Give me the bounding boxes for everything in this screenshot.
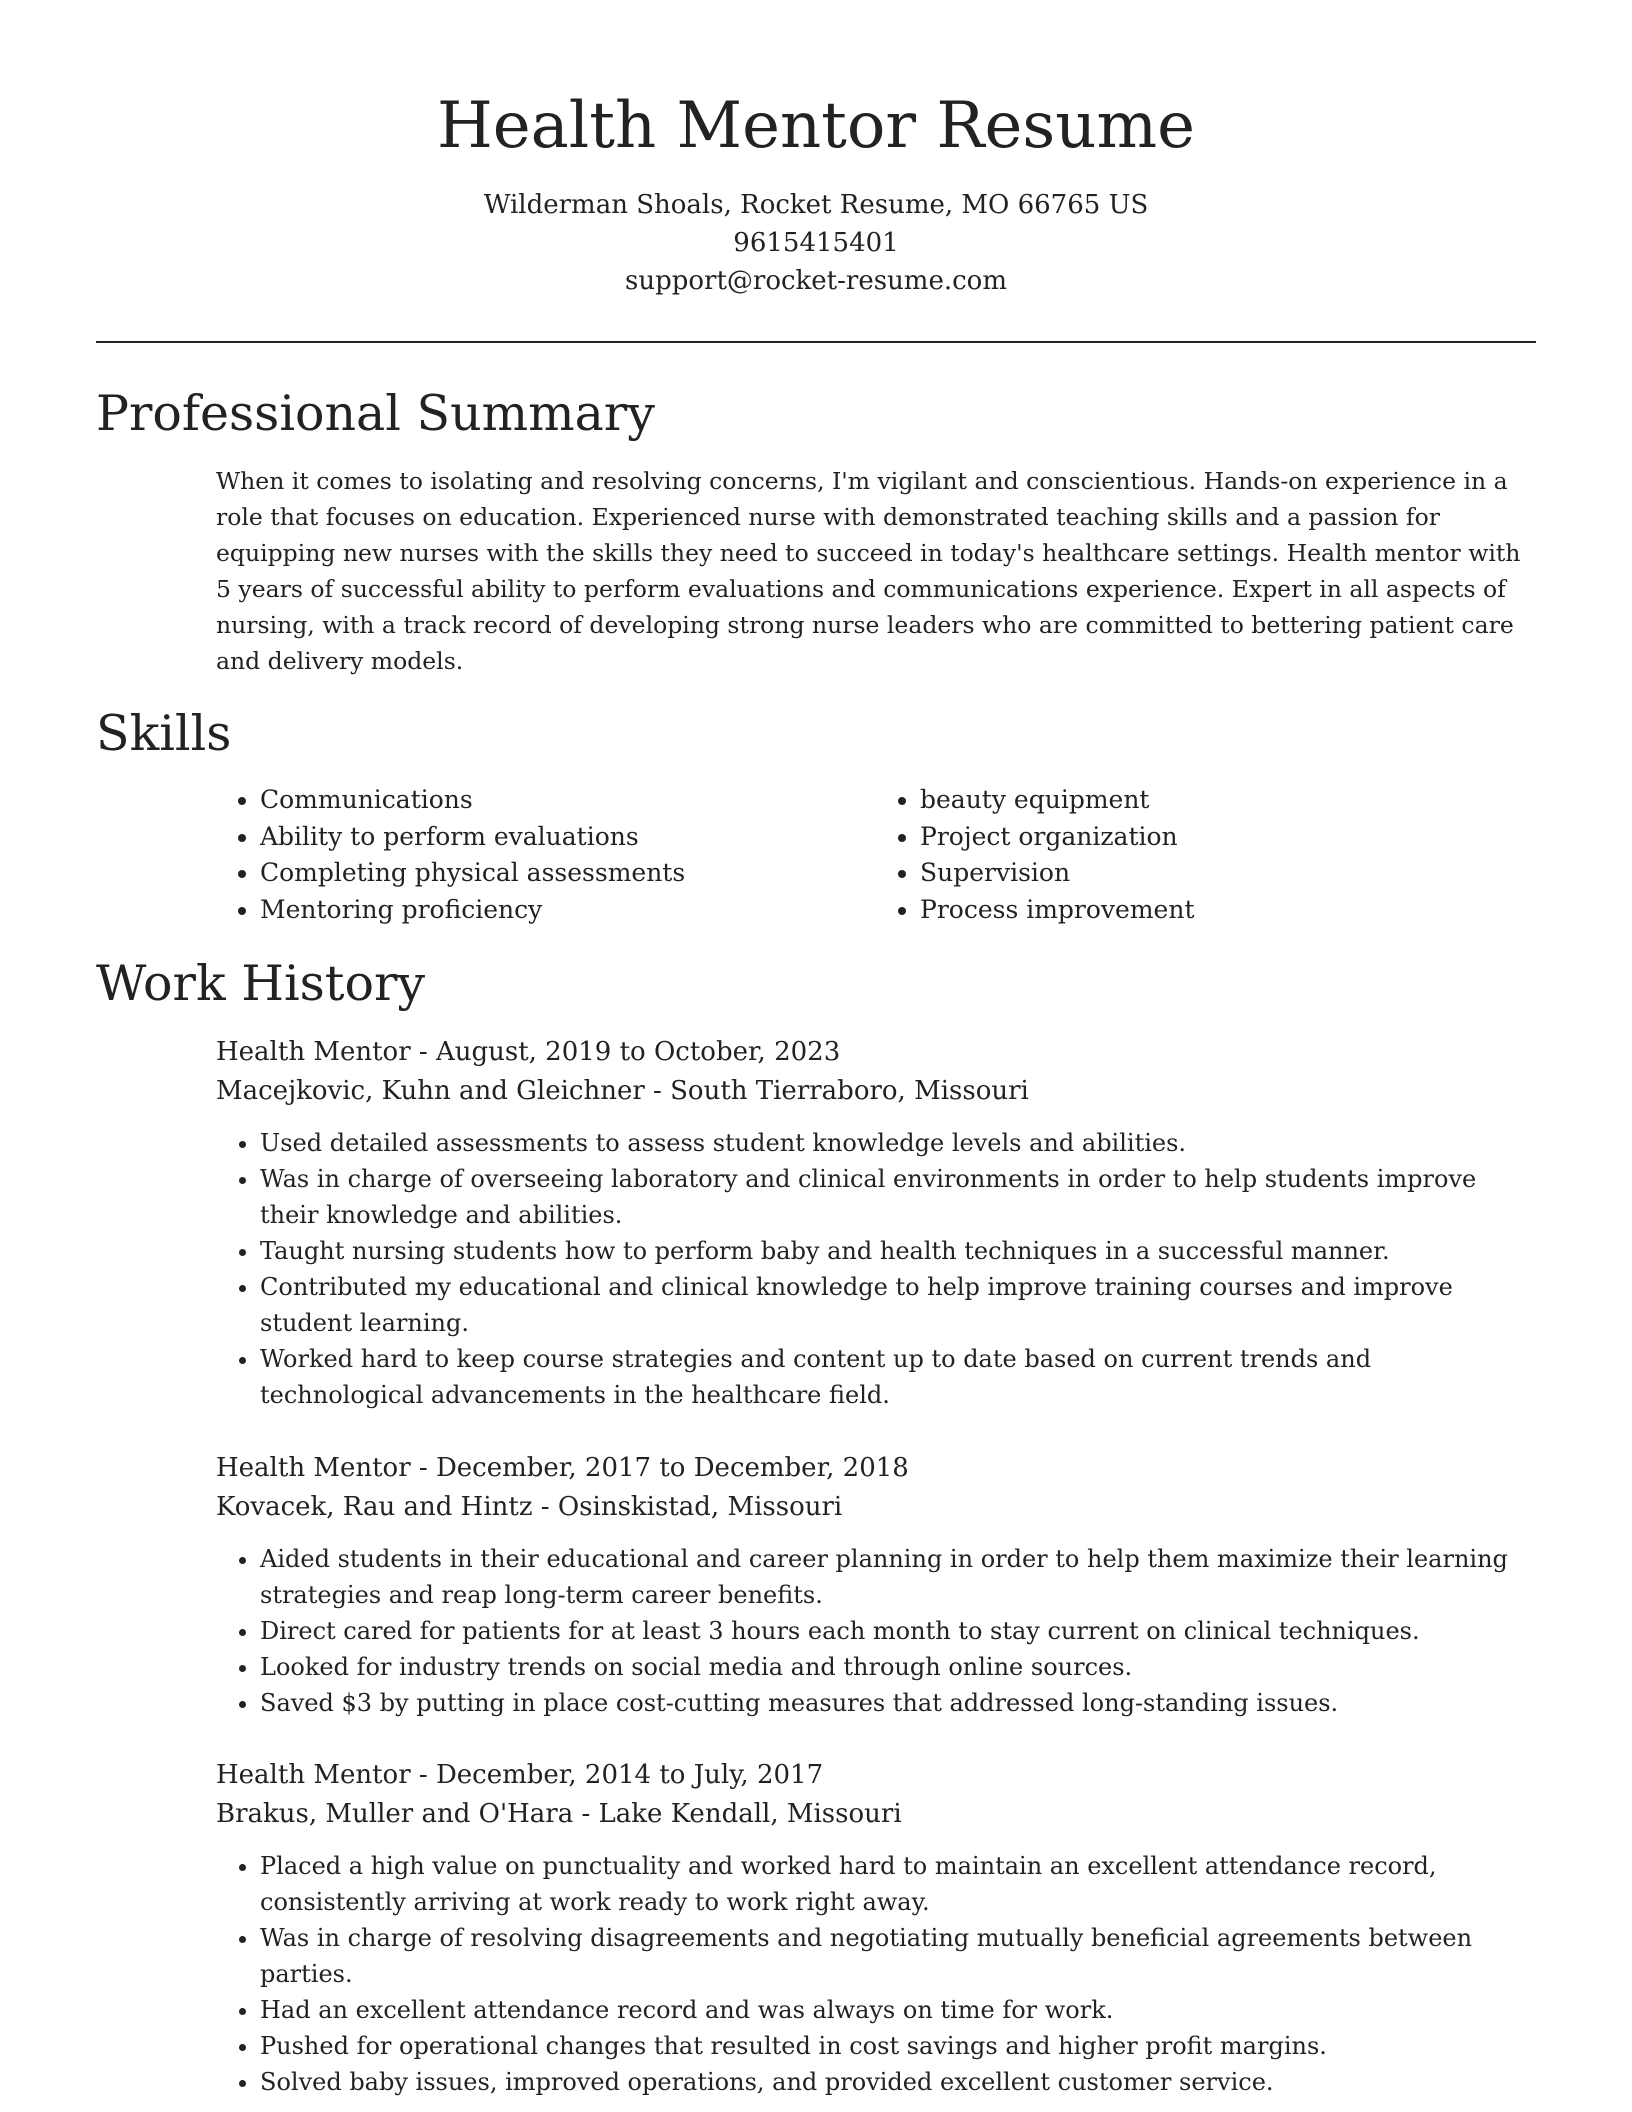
job-company: Kovacek, Rau and Hintz xyxy=(216,1492,533,1522)
skills-column-right xyxy=(876,782,1536,928)
job-location: - Osinskistad, Missouri xyxy=(532,1492,843,1522)
job-company: Brakus, Muller and O'Hara xyxy=(216,1799,574,1829)
skills-column-left xyxy=(216,782,876,928)
contact-address: Wilderman Shoals, Rocket Resume, MO 66765 US xyxy=(483,190,1149,220)
job-bullets xyxy=(216,1848,1541,2100)
job-bullet: • Aided students in their educational and career planning in order to help them maximize their learning strategies and reap long-term career benefits. xyxy=(260,1541,1541,1613)
job-bullet: • Pushed for operational changes that resulted in cost savings and higher profit margins. xyxy=(260,2028,1541,2064)
job-bullet: • Direct cared for patients for at least 3 hours each month to stay current on clinical techniques. xyxy=(260,1613,1541,1649)
skills-list xyxy=(216,782,1536,928)
skill-item: • Mentoring proficiency xyxy=(260,892,876,929)
job-location: - Lake Kendall, Missouri xyxy=(573,1799,902,1829)
job-entry xyxy=(216,1756,1541,2100)
skill-item: • Completing physical assessments xyxy=(260,855,876,892)
job-dates: - August, 2019 to October, 2023 xyxy=(410,1037,841,1067)
job-bullet: • Used detailed assessments to assess student knowledge levels and abilities. xyxy=(260,1125,1541,1161)
work-history-heading: Work History xyxy=(96,955,426,1012)
job-bullet: • Was in charge of resolving disagreements and negotiating mutually beneficial agreements between parties. xyxy=(260,1920,1541,1992)
job-bullet: • Solved baby issues, improved operations, and provided excellent customer service. xyxy=(260,2064,1541,2100)
job-dates: - December, 2014 to July, 2017 xyxy=(410,1760,824,1790)
job-bullet: • Placed a high value on punctuality and worked hard to maintain an excellent attendance record, consistently arriving at work ready to work right away. xyxy=(260,1848,1541,1920)
job-bullet: • Was in charge of overseeing laboratory and clinical environments in order to help students improve their knowledge and abilities. xyxy=(260,1161,1541,1233)
job-entry xyxy=(216,1033,1541,1413)
job-title: Health Mentor xyxy=(216,1760,411,1790)
skills-heading: Skills xyxy=(96,705,232,762)
skill-item: • Communications xyxy=(260,782,876,819)
contact-info xyxy=(0,186,1632,300)
job-bullet: • Had an excellent attendance record and was always on time for work. xyxy=(260,1992,1541,2028)
header-divider xyxy=(96,341,1536,343)
job-bullet: • Saved $3 by putting in place cost-cutting measures that addressed long-standing issues. xyxy=(260,1685,1541,1721)
job-bullet: • Looked for industry trends on social media and through online sources. xyxy=(260,1649,1541,1685)
resume-header xyxy=(0,0,1632,300)
job-entry xyxy=(216,1449,1541,1721)
job-bullet: • Contributed my educational and clinical knowledge to help improve training courses and improve student learning. xyxy=(260,1269,1541,1341)
job-bullet: • Worked hard to keep course strategies and content up to date based on current trends and technological advancements in the healthcare field. xyxy=(260,1341,1541,1413)
resume-title: Health Mentor Resume xyxy=(436,89,1196,163)
job-location: - South Tierraboro, Missouri xyxy=(644,1076,1029,1106)
summary-text: When it comes to isolating and resolving concerns, I'm vigilant and conscientious. Hands-on experience in a role that focuses on education. Experienced nurse with demonstrated teaching skills and a passion for equipping new nurses with the skills they need to succeed in today's healthcare settings. Health mentor with 5 years of successful ability to perform evaluations and communications experience. Expert in all aspects of nursing, with a track record of developing strong nurse leaders who are committed to bettering patient care and delivery models. xyxy=(216,467,1521,675)
skill-item: • beauty equipment xyxy=(920,782,1536,819)
contact-phone: 9615415401 xyxy=(733,228,899,258)
skill-item: • Project organization xyxy=(920,819,1536,856)
summary-heading: Professional Summary xyxy=(96,385,655,442)
contact-email: support@rocket-resume.com xyxy=(624,266,1007,296)
job-title: Health Mentor xyxy=(216,1037,411,1067)
job-bullets xyxy=(216,1541,1541,1721)
skill-item: • Ability to perform evaluations xyxy=(260,819,876,856)
skill-item: • Supervision xyxy=(920,855,1536,892)
skill-item: • Process improvement xyxy=(920,892,1536,929)
job-bullets xyxy=(216,1125,1541,1413)
job-company: Macejkovic, Kuhn and Gleichner xyxy=(216,1076,645,1106)
job-bullet: • Taught nursing students how to perform baby and health techniques in a successful manner. xyxy=(260,1233,1541,1269)
job-title: Health Mentor xyxy=(216,1453,411,1483)
job-dates: - December, 2017 to December, 2018 xyxy=(410,1453,909,1483)
